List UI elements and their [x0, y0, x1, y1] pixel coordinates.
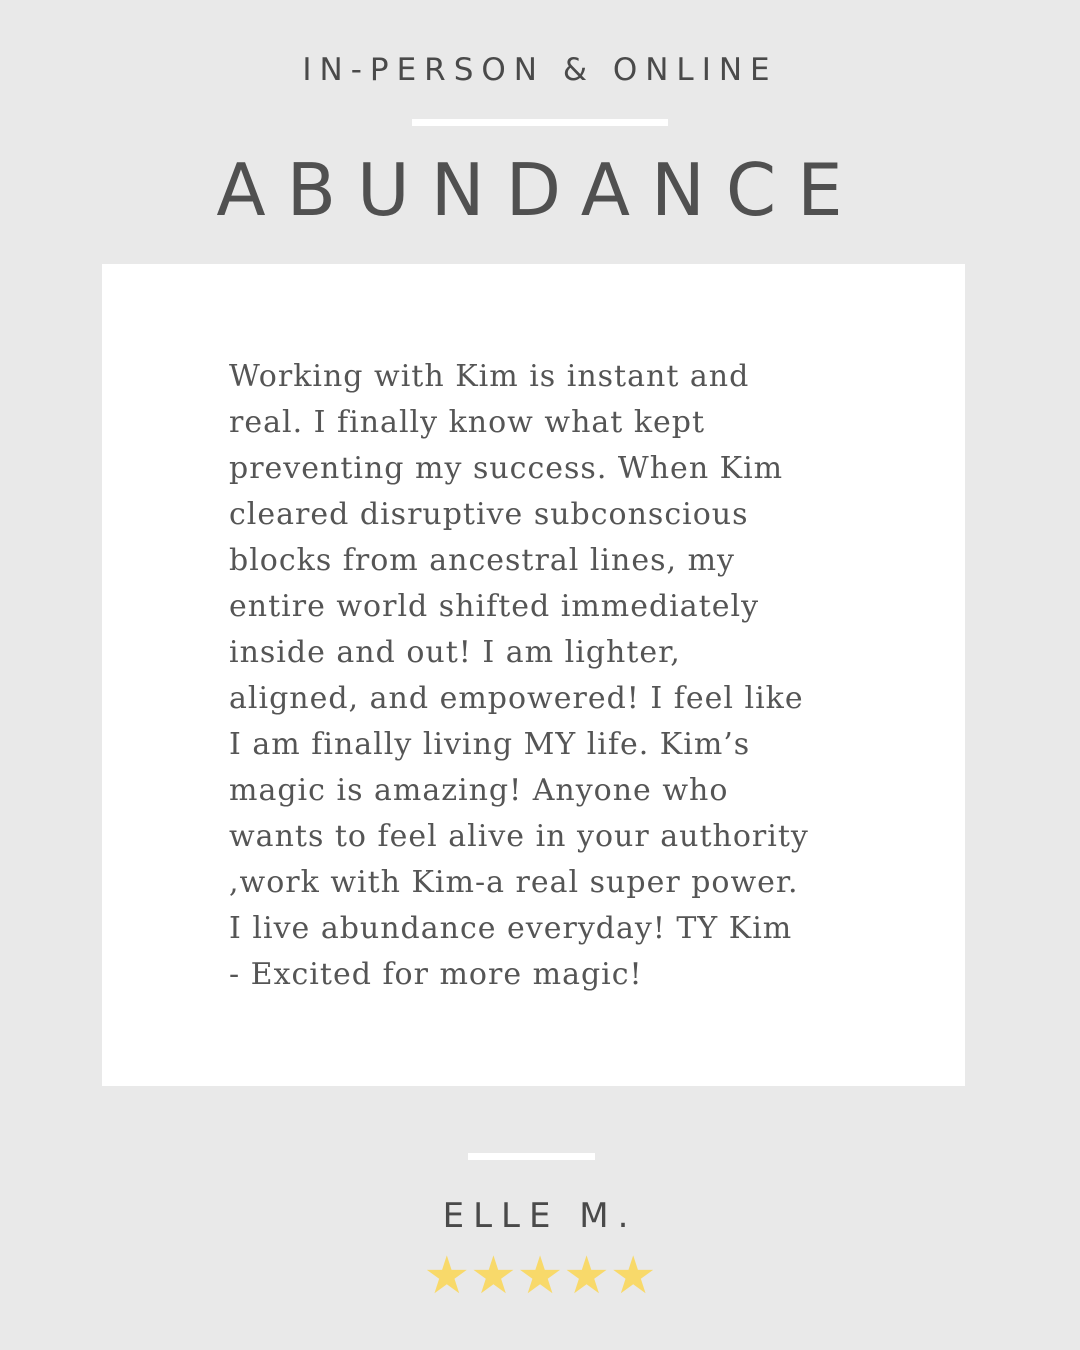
quote-line: inside and out! I am lighter, — [229, 635, 681, 670]
quote-line: blocks from ancestral lines, my — [229, 543, 735, 578]
top-divider — [412, 119, 668, 126]
quote-line: cleared disruptive subconscious — [229, 497, 749, 532]
author-name: ELLE M. — [442, 1196, 638, 1236]
quote-line: ,work with Kim-a real super power. — [229, 865, 799, 900]
page-title: ABUNDANCE — [216, 148, 864, 232]
quote-line: I am finally living MY life. Kim’s — [229, 727, 751, 762]
star-rating-icon: ★★★★★ — [423, 1246, 657, 1306]
quote-line: real. I finally know what kept — [229, 405, 706, 440]
quote-line: - Excited for more magic! — [229, 957, 643, 992]
eyebrow-label: IN-PERSON & ONLINE — [302, 52, 778, 88]
quote-line: Working with Kim is instant and — [229, 359, 750, 394]
quote-line: magic is amazing! Anyone who — [229, 773, 729, 808]
quote-line: I live abundance everyday! TY Kim — [229, 911, 793, 946]
testimonial-quote — [229, 354, 859, 998]
quote-line: preventing my success. When Kim — [229, 451, 784, 486]
quote-line: wants to feel alive in your authority — [229, 819, 809, 854]
quote-line: aligned, and empowered! I feel like — [229, 681, 804, 716]
bottom-divider — [468, 1153, 595, 1160]
quote-line: entire world shifted immediately — [229, 589, 760, 624]
